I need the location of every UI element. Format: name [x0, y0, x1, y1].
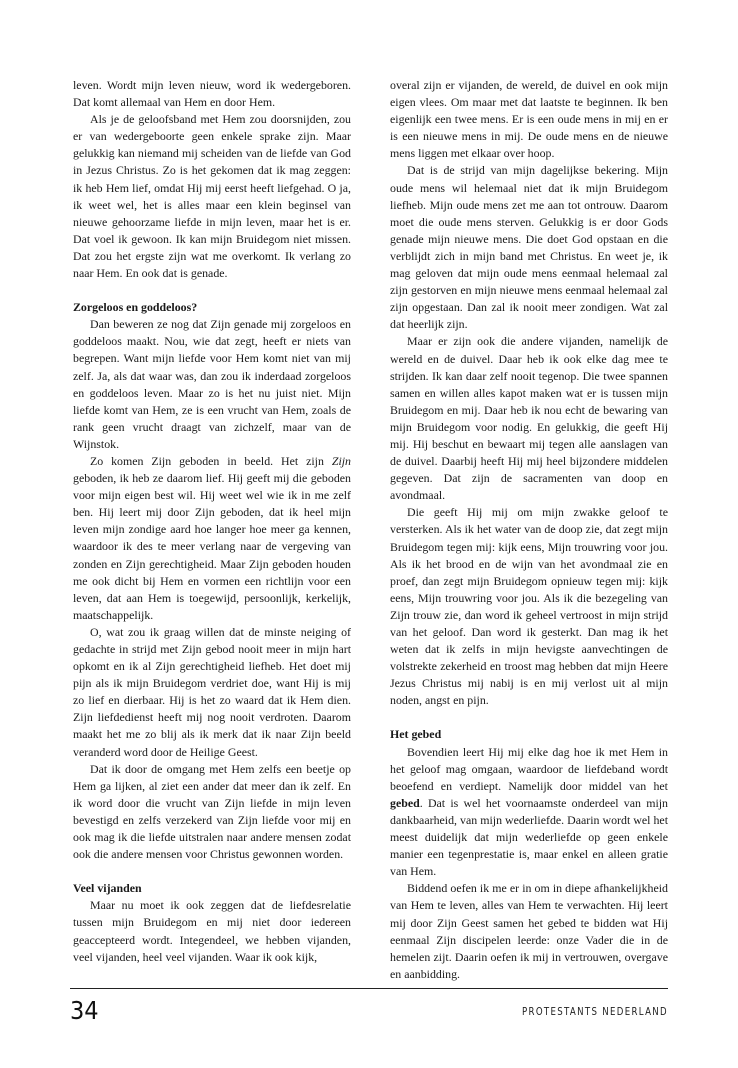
- paragraph-text: Zo komen Zijn geboden in beeld. Het zijn: [90, 453, 332, 468]
- paragraph: Als je de geloofsband met Hem zou doorsnijden, zou er van wedergeboorte geen enkele sprake zijn. Maar gelukkig kan niemand mij scheiden van de liefde van God in Jezus Christus. Zo is het gekomen dat ik mag zeggen: ik heb Hem lief, omdat Hij mij eerst heeft liefgehad. O ja, ik weet wel, het is alles maar een klein beginsel van nieuwe gehoorzame liefde in mijn leven, maar het is er. Dat voel ik gewoon. Ik kan mijn Bruidegom niet missen. Dat zou het ergste zijn wat me overkomt. Ik verlang zo naar Hem. En ook dat is genade.: [73, 112, 351, 281]
- paragraph: Die geeft Hij mij om mijn zwakke geloof te versterken. Als ik het water van de doop zie, dat zegt mijn Bruidegom tegen mij: kijk eens, Mijn trouwring voor jou. Als ik het brood en de wijn van het avondmaal zie en proef, dan zegt mijn Bruidegom opnieuw tegen mij: kijk eens, Mijn trouwring voor jou. Als ik die bezegeling van Zijn trouw zie, dan word ik geheel vertroost in mijn strijd van het geloof. Dan word ik gesterkt. Dan mag ik het weten dat ik zelfs in mijn hevigste aanvechtingen de volstrekte zekerheid en troost mag hebben dat mijn Heere Jezus Christus mij nabij is en mij verlost uit al mijn noden, angst en pijn.: [390, 505, 668, 708]
- paragraph: Maar er zijn ook die andere vijanden, namelijk de wereld en de duivel. Daar heb ik ook elke dag mee te strijden. Ik kan daar zelf nooit tegenop. Die twee spannen samen en willen alles kapot maken wat er is tussen mijn Bruidegom en mij. Daar heb ik nou echt de bewaring van mijn Bruidegom voor nodig. En gelukkig, die geeft Hij mij. Hij beschut en bewaart mij tegen alle aanslagen van de duivel. Daarbij heeft Hij mij heel bijzondere middelen gegeven. Dat zijn de sacramenten van doop en avondmaal.: [390, 334, 668, 503]
- paragraph: [390, 744, 668, 881]
- publication-name: PROTESTANTS NEDERLAND: [522, 1006, 668, 1018]
- paragraph: Dat is de strijd van mijn dagelijkse bekering. Mijn oude mens wil helemaal niet dat ik mijn Bruidegom liefheb. Mijn oude mens zet me aan tot ontrouw. Daarom moet die oude mens sterven. Gelukkig is er door Gods genade mijn nieuwe mens. Die doet God opstaan en die verblijdt zich in mijn band met Christus. En weet je, ik mag geloven dat mijn oude mens eenmaal helemaal zal zijn gestorven en mijn nieuwe mens eenmaal helemaal zal zijn opgestaan. Dan zal ik nooit meer zondigen. Wat zal dat heerlijk zijn.: [390, 163, 668, 332]
- section-heading: Veel vijanden: [73, 881, 142, 896]
- section-heading: Zorgeloos en goddeloos?: [73, 300, 198, 315]
- paragraph: leven. Wordt mijn leven nieuw, word ik wedergeboren. Dat komt allemaal van Hem en door Hem.: [73, 78, 351, 110]
- paragraph: Maar nu moet ik ook zeggen dat de liefdesrelatie tussen mijn Bruidegom en mij niet door iedereen geaccepteerd wordt. Integendeel, we hebben vijanden, veel vijanden, heel veel vijanden. Waar ik ook kijk,: [73, 898, 351, 964]
- footer-rule: [70, 988, 668, 989]
- left-column: [73, 77, 351, 966]
- paragraph-text: geboden, ik heb ze daarom lief. Hij geeft mij die geboden voor mijn eigen best wil. Hij weet wel wie ik in me zelf ben. Hij leert mij door Zijn geboden, dat ik heel mijn leven mijn zondige aard hoe langer hoe meer ga kennen, waardoor ik des te meer verlang naar de vergeving van zonden en Zijn gerechtigheid. Maar Zijn geboden houden me ook dicht bij Hem en vormen een richtlijn voor een leven, dat aan Hem is toegewijd, persoonlijk, kerkelijk, maatschappelijk.: [73, 471, 351, 622]
- page-number: 34: [70, 996, 99, 1025]
- paragraph-text: Bovendien leert Hij mij elke dag hoe ik met Hem in het geloof mag omgaan, waardoor de liefdeband wordt beoefend en verdiept. Namelijk door middel van het: [390, 744, 668, 793]
- paragraph: O, wat zou ik graag willen dat de minste neiging of gedachte in strijd met Zijn gebod nooit meer in mijn hart opkomt en ik al Zijn gerechtigheid liefheb. Het doet mij pijn als ik mijn Bruidegom verdriet doe, want Hij is mij zo lief en dierbaar. Hij is het zo waard dat ik Hem dien. Zijn liefdedienst heeft mij nog nooit verdroten. Daarom maakt het me zo blij als ik merk dat ik naar Zijn beeld veranderd word door de Heilige Geest.: [73, 624, 351, 759]
- section-heading: Het gebed: [390, 727, 442, 742]
- paragraph: Dat ik door de omgang met Hem zelfs een beetje op Hem ga lijken, al ziet een ander dat meer dan ik zelf. En ik word door die vrucht van Zijn liefde in mijn leven bevestigd en zelfs verzekerd van Zijn liefde voor mij en ook mag ik die liefde uitstralen naar andere mensen zodat ook die andere mensen voor Christus gewonnen worden.: [73, 761, 351, 862]
- right-column: [390, 77, 668, 983]
- paragraph: overal zijn er vijanden, de wereld, de duivel en ook mijn eigen vlees. Om maar met dat laatste te beginnen. Ik ben eigenlijk een twee mens. Er is een oude mens in mij en er is een nieuwe mens in mij. De oude mens en de nieuwe mens liggen met elkaar over hoop.: [390, 78, 668, 161]
- bold-term: gebed: [390, 795, 420, 810]
- emphasis: Zijn: [331, 453, 351, 468]
- paragraph-text: . Dat is wel het voornaamste onderdeel van mijn dankbaarheid, van mijn wederliefde. Daarin wordt wel het meest duidelijk dat mijn wederliefde op geen enkele manier een tegenprestatie is, maar enkel en alleen gratie van Hem.: [390, 795, 668, 879]
- paragraph: Dan beweren ze nog dat Zijn genade mij zorgeloos en goddeloos maakt. Nou, wie dat zegt, heeft er niets van begrepen. Want mijn liefde voor Hem komt niet van mij zelf. Ja, als dat waar was, dan zou ik inderdaad zorgeloos en goddeloos leven. Maar zo is het nu juist niet. Mijn liefde komt van Hem, ze is een vrucht van Hem, zoals de rank geen vrucht draagt van zichzelf, maar van de Wijnstok.: [73, 317, 351, 451]
- paragraph: Biddend oefen ik me er in om in diepe afhankelijkheid van Hem te leven, alles van Hem te verwachten. Hij leert mij door Zijn Geest samen het gebed te bidden wat Hij eenmaal Zijn discipelen leerde: onze Vader die in de hemelen zijt. Daarin oefen ik mij in vertrouwen, overgave en aanbidding.: [390, 881, 668, 981]
- paragraph: [73, 453, 351, 624]
